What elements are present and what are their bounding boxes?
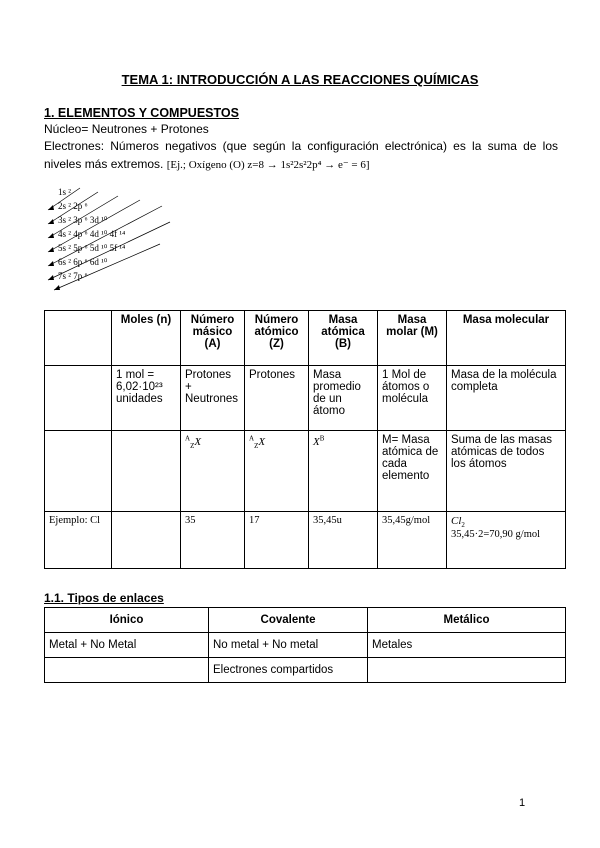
orbital-row: 1s ² xyxy=(58,187,71,197)
orbital-row: 4s ² 4p ⁶ 4d ¹⁰ 4f ¹⁴ xyxy=(58,229,126,239)
table-cell: 1 Mol de átomos o molécula xyxy=(378,366,447,431)
cl2-calc: 35,45·2=70,90 g/mol xyxy=(451,529,541,541)
table-cell: 35,45u xyxy=(309,512,378,569)
table-cell: M= Masa atómica de cada elemento xyxy=(378,431,447,512)
symbol-AZX: $^A_Z$X xyxy=(185,434,202,450)
table-cell xyxy=(447,512,566,569)
table-cell: Suma de las masas atómicas de todos los átomos xyxy=(447,431,566,512)
table-cell: 1 mol = 6,02·10²³ unidades xyxy=(112,366,181,431)
header-masa-molecular: Masa molecular xyxy=(447,311,566,366)
table-cell xyxy=(368,658,566,683)
orbital-row: 3s ² 3p ⁶ 3d ¹⁰ xyxy=(58,215,108,225)
nucleo-line: Núcleo= Neutrones + Protones xyxy=(44,122,209,136)
cl2-formula: $Cl_2$ xyxy=(451,515,465,530)
table-cell: Masa promedio de un átomo xyxy=(309,366,378,431)
header-masa-molar: Masa molar (M) xyxy=(378,311,447,366)
table-cell: Protones xyxy=(245,366,309,431)
table-cell: 17 xyxy=(245,512,309,569)
orbital-row: 2s ² 2p ⁶ xyxy=(58,201,88,211)
table-cell: Masa de la molécula completa xyxy=(447,366,566,431)
orbital-row: 5s ² 5p ⁶ 5d ¹⁰ 5f ¹⁴ xyxy=(58,243,126,253)
table-cell: Metal + No Metal xyxy=(45,633,209,658)
document-title: TEMA 1: INTRODUCCIÓN A LAS REACCIONES QUÍMICAS xyxy=(121,72,479,87)
section-heading-enlaces: 1.1. Tipos de enlaces xyxy=(44,591,164,605)
header-numero-masico: Número másico (A) xyxy=(181,311,245,366)
header-cell xyxy=(45,311,112,366)
oxygen-example: [Ej.; Oxígeno (O) z=8 → 1s²2s²2p⁴ → e⁻ = 6] xyxy=(166,159,370,171)
aufbau-diagram xyxy=(40,180,180,292)
electrones-text: Electrones: Números negativos (que según la configuración electrónica) es la suma de los niveles más extremos. xyxy=(44,139,558,171)
table-cell xyxy=(309,431,378,512)
symbol-XB: $X^B$ xyxy=(313,434,325,448)
table-cell xyxy=(45,366,112,431)
table-cell xyxy=(245,431,309,512)
table-cell xyxy=(45,431,112,512)
table-cell: No metal + No metal xyxy=(209,633,368,658)
table-cell xyxy=(112,431,181,512)
header-masa-atomica: Masa atómica (B) xyxy=(309,311,378,366)
table-cell xyxy=(45,658,209,683)
header-covalente: Covalente xyxy=(209,608,368,633)
table-cell: 35 xyxy=(181,512,245,569)
header-numero-atomico: Número atómico (Z) xyxy=(245,311,309,366)
header-ionico: Iónico xyxy=(45,608,209,633)
electrones-paragraph xyxy=(44,137,558,174)
table-cell xyxy=(181,431,245,512)
table-cell: Metales xyxy=(368,633,566,658)
bond-types-table xyxy=(44,607,566,683)
table-cell: Protones + Neutrones xyxy=(181,366,245,431)
table-cell: 35,45g/mol xyxy=(378,512,447,569)
example-label: Ejemplo: Cl xyxy=(45,512,112,569)
page-number: 1 xyxy=(519,797,526,809)
orbital-row: 6s ² 6p ⁶ 6d ¹⁰ xyxy=(58,257,108,267)
section-heading-elementos: 1. ELEMENTOS Y COMPUESTOS xyxy=(44,106,239,120)
concepts-table xyxy=(44,310,566,569)
table-cell: Electrones compartidos xyxy=(209,658,368,683)
header-metalico: Metálico xyxy=(368,608,566,633)
orbital-row: 7s ² 7p ⁶ xyxy=(58,271,88,281)
table-cell xyxy=(112,512,181,569)
symbol-AZX: $^A_Z$X xyxy=(249,434,266,450)
header-moles: Moles (n) xyxy=(112,311,181,366)
